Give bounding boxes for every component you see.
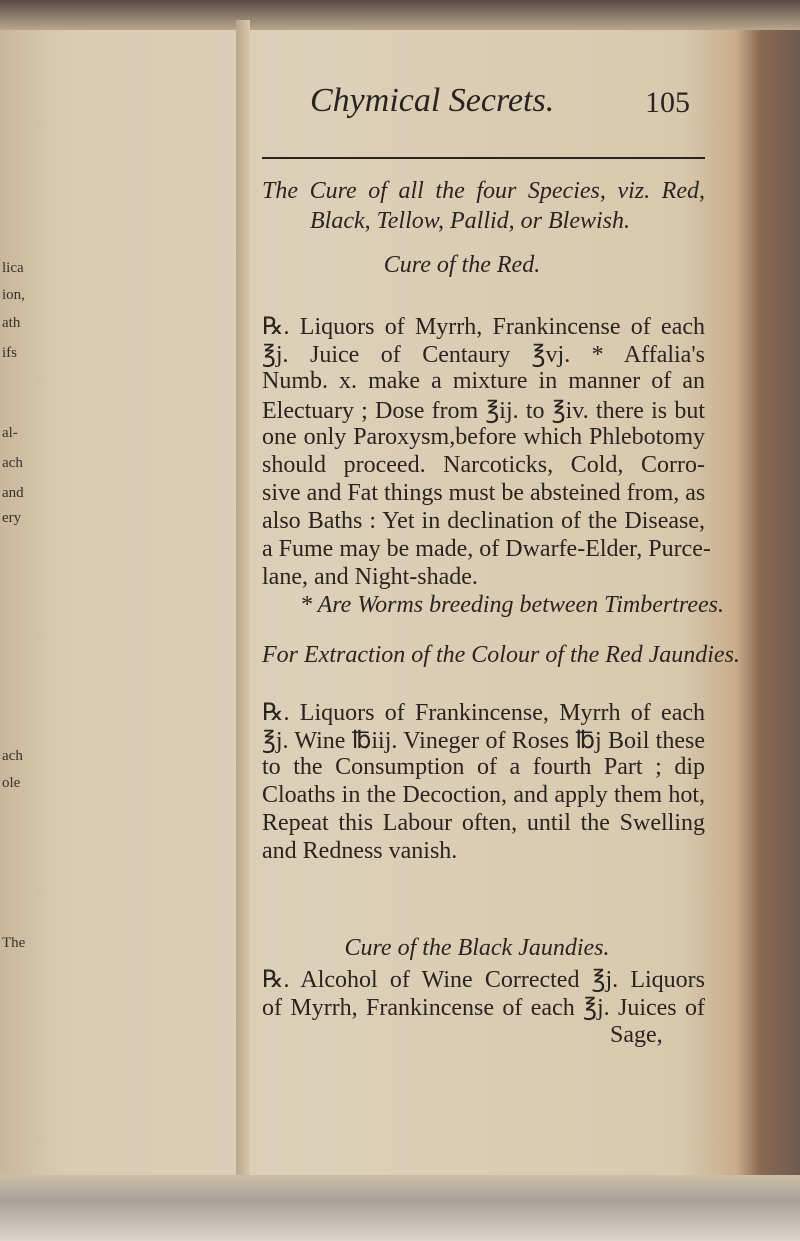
catchword: Sage, <box>610 1022 663 1048</box>
body-line: ℞. Liquors of Myrrh, Frankincense of each <box>262 314 705 340</box>
body-line: Numb. x. make a mixture in manner of an <box>262 368 705 394</box>
body-line: ℥j. Juice of Centaury ℥vj. * Affalia's <box>262 342 705 368</box>
body-line: should proceed. Narcoticks, Cold, Corro- <box>262 452 705 478</box>
section-heading: The Cure of all the four Species, viz. Red, <box>262 178 705 204</box>
margin-fragment: ach <box>2 748 23 764</box>
gutter <box>236 20 250 1180</box>
body-line: ℞. Liquors of Frankincense, Myrrh of each <box>262 700 705 726</box>
subheading-red: Cure of the Red. <box>383 252 541 278</box>
running-header: Chymical Secrets. <box>310 82 555 119</box>
header-rule <box>262 157 705 159</box>
footnote: * Are Worms breeding between Timbertrees. <box>300 592 724 618</box>
subheading-extraction: For Extraction of the Colour of the Red Jaundies. <box>262 642 740 668</box>
body-line: ℞. Alcohol of Wine Corrected ℥j. Liquors <box>262 967 705 993</box>
body-line: of Myrrh, Frankincense of each ℥j. Juices of <box>262 995 705 1021</box>
margin-fragment: ach <box>2 455 23 471</box>
page-bottom-edge <box>0 1175 800 1241</box>
section-heading: Black, Tellow, Pallid, or Blewish. <box>310 208 630 234</box>
body-line: Electuary ; Dose from ℥ij. to ℥iv. there is but <box>262 398 705 424</box>
subheading-black: Cure of the Black Jaundies. <box>344 935 610 961</box>
body-line: lane, and Night-shade. <box>262 564 478 590</box>
body-line: also Baths : Yet in declination of the Disease, <box>262 508 705 534</box>
margin-fragment: ath <box>2 315 21 331</box>
margin-fragment: ifs <box>2 345 17 361</box>
margin-fragment: ole <box>2 775 21 791</box>
page-top-edge <box>0 0 800 30</box>
body-line: and Redness vanish. <box>262 838 458 864</box>
margin-fragment: al- <box>2 425 18 441</box>
margin-fragment: ion, <box>2 287 25 303</box>
body-line: Cloaths in the Decoction, and apply them hot, <box>262 782 705 808</box>
body-line: ℥j. Wine ℔iij. Vineger of Roses ℔j Boil these <box>262 728 705 754</box>
body-line: sive and Fat things must be absteined from, as <box>262 480 706 506</box>
body-line: to the Consumption of a fourth Part ; dip <box>262 754 705 780</box>
body-line: a Fume may be made, of Dwarfe-Elder, Purce- <box>262 536 711 562</box>
margin-fragment: and <box>2 485 24 501</box>
margin-fragment: The <box>2 935 26 951</box>
body-line: one only Paroxysm,before which Phlebotomy <box>262 424 705 450</box>
margin-fragment: lica <box>2 260 24 276</box>
body-line: Repeat this Labour often, until the Swelling <box>262 810 705 836</box>
page-number: 105 <box>645 86 690 119</box>
margin-fragment: ery <box>2 510 22 526</box>
